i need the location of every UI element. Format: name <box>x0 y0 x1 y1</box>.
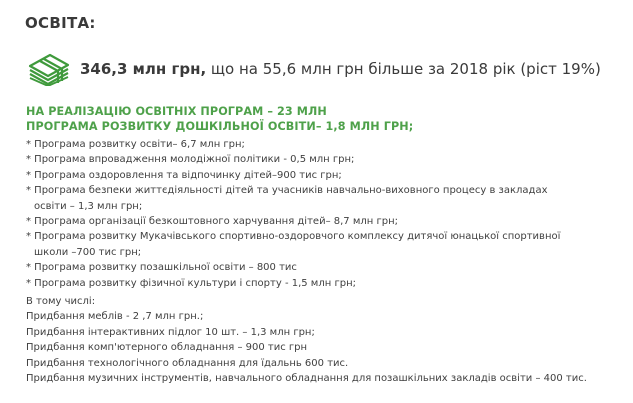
list-item: * Програма розвитку освіти– 6,7 млн грн; <box>26 139 245 150</box>
summary-comparison: що на 55,6 млн грн більше за 2018 рік (ріст 19%) <box>206 60 601 78</box>
list-item: * Програма розвитку Мукачівського спортивно-оздоровчого комплексу дитячої юнацької спортивної <box>26 231 561 243</box>
list-item-continuation: школи –700 тис грн; <box>34 246 142 258</box>
money-stack-icon <box>28 52 70 86</box>
list-item: * Програма розвитку позашкільної освіти – 800 тис <box>26 262 297 274</box>
list-item: * Програма оздоровлення та відпочинку дітей–900 тис грн; <box>26 169 342 181</box>
list-item: * Програма безпеки життєдіяльності дітей та учасників навчально-виховного процесу в закладах <box>26 185 548 197</box>
section-title: ОСВІТА: <box>25 14 96 32</box>
program-list <box>26 137 560 291</box>
including-label: В тому числі: <box>26 296 96 307</box>
list-item: * Програма впровадження молодіжної політики - 0,5 млн грн; <box>26 154 355 166</box>
list-item: * Програма розвитку фізичної культури і спорту - 1,5 млн грн; <box>26 277 356 289</box>
list-item: Придбання меблів - 2 ,7 млн грн.; <box>26 311 204 323</box>
list-item-continuation: освіти – 1,3 млн грн; <box>34 200 143 212</box>
including-list <box>26 294 587 386</box>
list-item: Придбання комп'ютерного обладнання – 900 тис грн <box>26 342 308 354</box>
budget-summary <box>28 52 601 86</box>
heading-education-programs: НА РЕАЛІЗАЦІЮ ОСВІТНІХ ПРОГРАМ – 23 МЛН <box>26 105 327 118</box>
total-amount: 346,3 млн грн, <box>80 60 207 78</box>
list-item: * Програма організації безкоштовного харчування дітей– 8,7 млн грн; <box>26 216 398 228</box>
list-item: Придбання інтерактивних підлог 10 шт. – 1,3 млн грн; <box>26 326 315 338</box>
list-item: Придбання технологічного обладнання для їдальнь 600 тис. <box>26 357 349 369</box>
list-item: Придбання музичних інструментів, навчального обладнання для позашкільних закладів освіти – 400 тис. <box>26 373 587 385</box>
program-headings <box>26 104 413 134</box>
heading-preschool-program: ПРОГРАМА РОЗВИТКУ ДОШКІЛЬНОЇ ОСВІТИ– 1,8 МЛН ГРН; <box>26 120 414 133</box>
